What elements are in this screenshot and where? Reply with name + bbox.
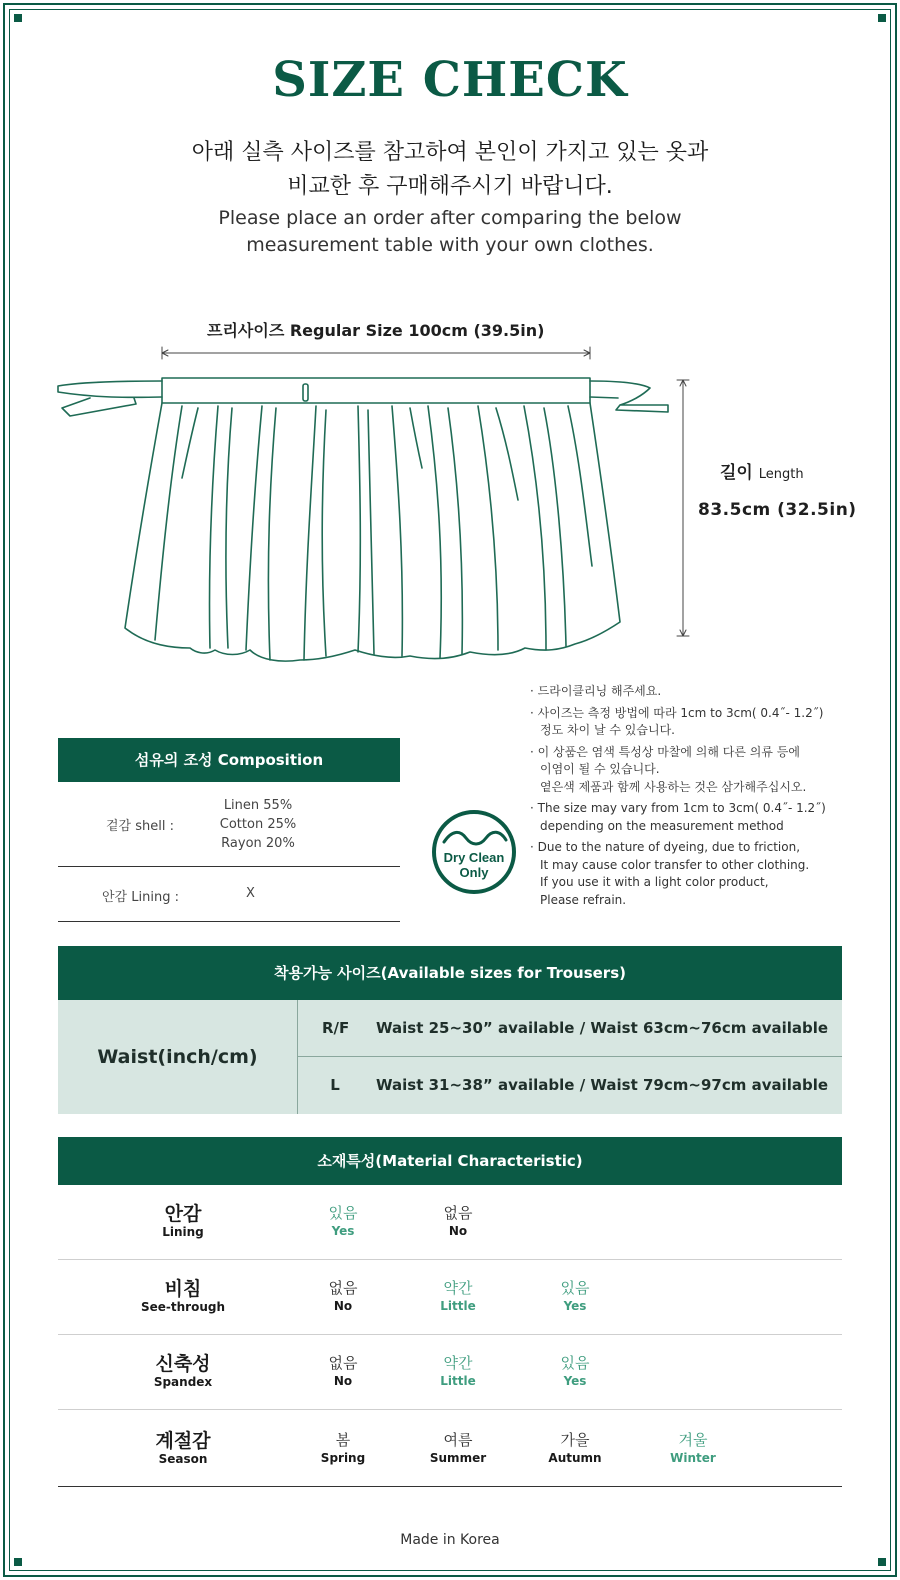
material-header: 소재특성(Material Characteristic) xyxy=(58,1137,842,1185)
option-english: Little xyxy=(440,1374,476,1388)
composition-lining-row xyxy=(58,867,400,922)
available-sizes-body xyxy=(58,1000,842,1114)
material-option xyxy=(408,1203,508,1239)
care-note: · 드라이클리닝 해주세요. xyxy=(530,684,662,698)
care-note: · Due to the nature of dyeing, due to friction, It may cause color transfer to other clothing. If you use it with a light color product, Please refrain. xyxy=(530,840,810,907)
option-english: Winter xyxy=(670,1451,716,1465)
category-korean: 계절감 xyxy=(155,1430,211,1452)
option-english: Autumn xyxy=(548,1451,602,1465)
option-korean: 있음 xyxy=(560,1279,590,1297)
badge-text-line2: Only xyxy=(459,865,489,880)
option-korean: 여름 xyxy=(443,1431,473,1449)
shell-value: Cotton 25% xyxy=(219,817,297,832)
lining-value: X xyxy=(246,886,255,901)
category-korean: 비침 xyxy=(164,1278,202,1300)
badge-text-line1: Dry Clean xyxy=(443,850,505,865)
composition-shell-row xyxy=(58,782,400,867)
category-english: Season xyxy=(158,1452,208,1466)
size-range: Waist 25~30” available / Waist 63cm~76cm available xyxy=(376,1019,829,1037)
material-option xyxy=(525,1353,625,1389)
option-english: Summer xyxy=(429,1451,487,1465)
category-korean: 안감 xyxy=(164,1203,202,1225)
intro-korean xyxy=(0,136,900,204)
length-measurement-value: 83.5cm (32.5in) xyxy=(698,500,857,520)
size-row xyxy=(298,1000,842,1057)
option-korean: 없음 xyxy=(328,1354,358,1372)
care-notes xyxy=(530,683,870,913)
shell-values xyxy=(208,796,308,853)
composition-header: 섬유의 조성 Composition xyxy=(58,738,400,782)
material-option xyxy=(643,1430,743,1466)
intro-korean-line: 비교한 후 구매해주시기 바랍니다. xyxy=(287,174,613,199)
option-english: Yes xyxy=(563,1374,587,1388)
category-english: See-through xyxy=(140,1300,226,1314)
corner-mark xyxy=(14,14,22,22)
material-option xyxy=(408,1278,508,1314)
option-korean: 약간 xyxy=(443,1279,473,1297)
material-option xyxy=(293,1353,393,1389)
material-option xyxy=(525,1430,625,1466)
option-korean: 있음 xyxy=(328,1204,358,1222)
skirt-illustration xyxy=(0,300,900,680)
material-category xyxy=(58,1430,308,1467)
made-in-label: Made in Korea xyxy=(400,1532,500,1548)
option-english: Yes xyxy=(331,1224,355,1238)
length-measurement-label xyxy=(720,458,804,483)
material-option xyxy=(293,1203,393,1239)
material-category xyxy=(58,1203,308,1240)
material-category xyxy=(58,1353,308,1390)
material-option xyxy=(525,1278,625,1314)
material-option xyxy=(408,1353,508,1389)
option-korean: 가을 xyxy=(560,1431,590,1449)
care-note: · 사이즈는 측정 방법에 따라 1cm to 3cm( 0.4˝- 1.2˝) 정도 차이 날 수 있습니다. xyxy=(530,705,824,737)
option-english: Little xyxy=(440,1299,476,1313)
material-option xyxy=(293,1278,393,1314)
size-code: L xyxy=(330,1076,340,1094)
category-korean: 신축성 xyxy=(155,1353,211,1375)
intro-english-line: measurement table with your own clothes. xyxy=(246,234,654,256)
option-korean: 없음 xyxy=(443,1204,473,1222)
material-option xyxy=(293,1430,393,1466)
material-row-lining xyxy=(58,1185,842,1260)
corner-mark xyxy=(14,1558,22,1566)
material-row-spandex xyxy=(58,1335,842,1410)
length-arrow xyxy=(677,380,689,636)
size-code: R/F xyxy=(322,1019,350,1037)
lining-label: 안감 Lining : xyxy=(102,890,179,905)
category-english: Lining xyxy=(162,1225,204,1239)
option-english: No xyxy=(333,1299,353,1313)
material-option xyxy=(408,1430,508,1466)
intro-english xyxy=(0,205,900,259)
length-label-english: Length xyxy=(758,467,804,482)
intro-english-line: Please place an order after comparing the below xyxy=(218,207,682,229)
care-note: · The size may vary from 1cm to 3cm( 0.4˝- 1.2˝) depending on the measurement method xyxy=(530,801,826,833)
care-note: · 이 상품은 염색 특성상 마찰에 의해 다른 의류 등에 이염이 될 수 있습니다. 옅은색 제품과 함께 사용하는 것은 삼가해주십시오. xyxy=(530,744,807,794)
material-category xyxy=(58,1278,308,1315)
option-english: No xyxy=(448,1224,468,1238)
category-english: Spandex xyxy=(153,1375,213,1389)
width-measurement-label: 프리사이즈 Regular Size 100cm (39.5in) xyxy=(207,321,545,340)
width-arrow xyxy=(162,347,590,359)
material-row-season xyxy=(58,1412,842,1487)
option-korean: 봄 xyxy=(335,1431,351,1449)
page-title: SIZE CHECK xyxy=(272,52,628,108)
waist-label: Waist(inch/cm) xyxy=(58,1000,298,1114)
option-korean: 약간 xyxy=(443,1354,473,1372)
available-sizes-table xyxy=(58,946,842,1114)
option-korean: 없음 xyxy=(328,1279,358,1297)
shell-value: Linen 55% xyxy=(223,798,293,813)
dry-clean-badge xyxy=(430,808,518,896)
option-english: Spring xyxy=(320,1451,366,1465)
size-range: Waist 31~38” available / Waist 79cm~97cm available xyxy=(376,1076,829,1094)
shell-value: Rayon 20% xyxy=(221,836,295,851)
length-label-korean: 길이 xyxy=(720,463,753,483)
corner-mark xyxy=(878,1558,886,1566)
option-korean: 있음 xyxy=(560,1354,590,1372)
corner-mark xyxy=(878,14,886,22)
material-row-see-through xyxy=(58,1260,842,1335)
intro-korean-line: 아래 실측 사이즈를 참고하여 본인이 가지고 있는 옷과 xyxy=(191,140,709,165)
shell-label: 겉감 shell : xyxy=(106,819,174,834)
size-row xyxy=(298,1057,842,1114)
option-english: No xyxy=(333,1374,353,1388)
option-english: Yes xyxy=(563,1299,587,1313)
available-sizes-header: 착용가능 사이즈(Available sizes for Trousers) xyxy=(58,946,842,1000)
option-korean: 겨울 xyxy=(678,1431,708,1449)
